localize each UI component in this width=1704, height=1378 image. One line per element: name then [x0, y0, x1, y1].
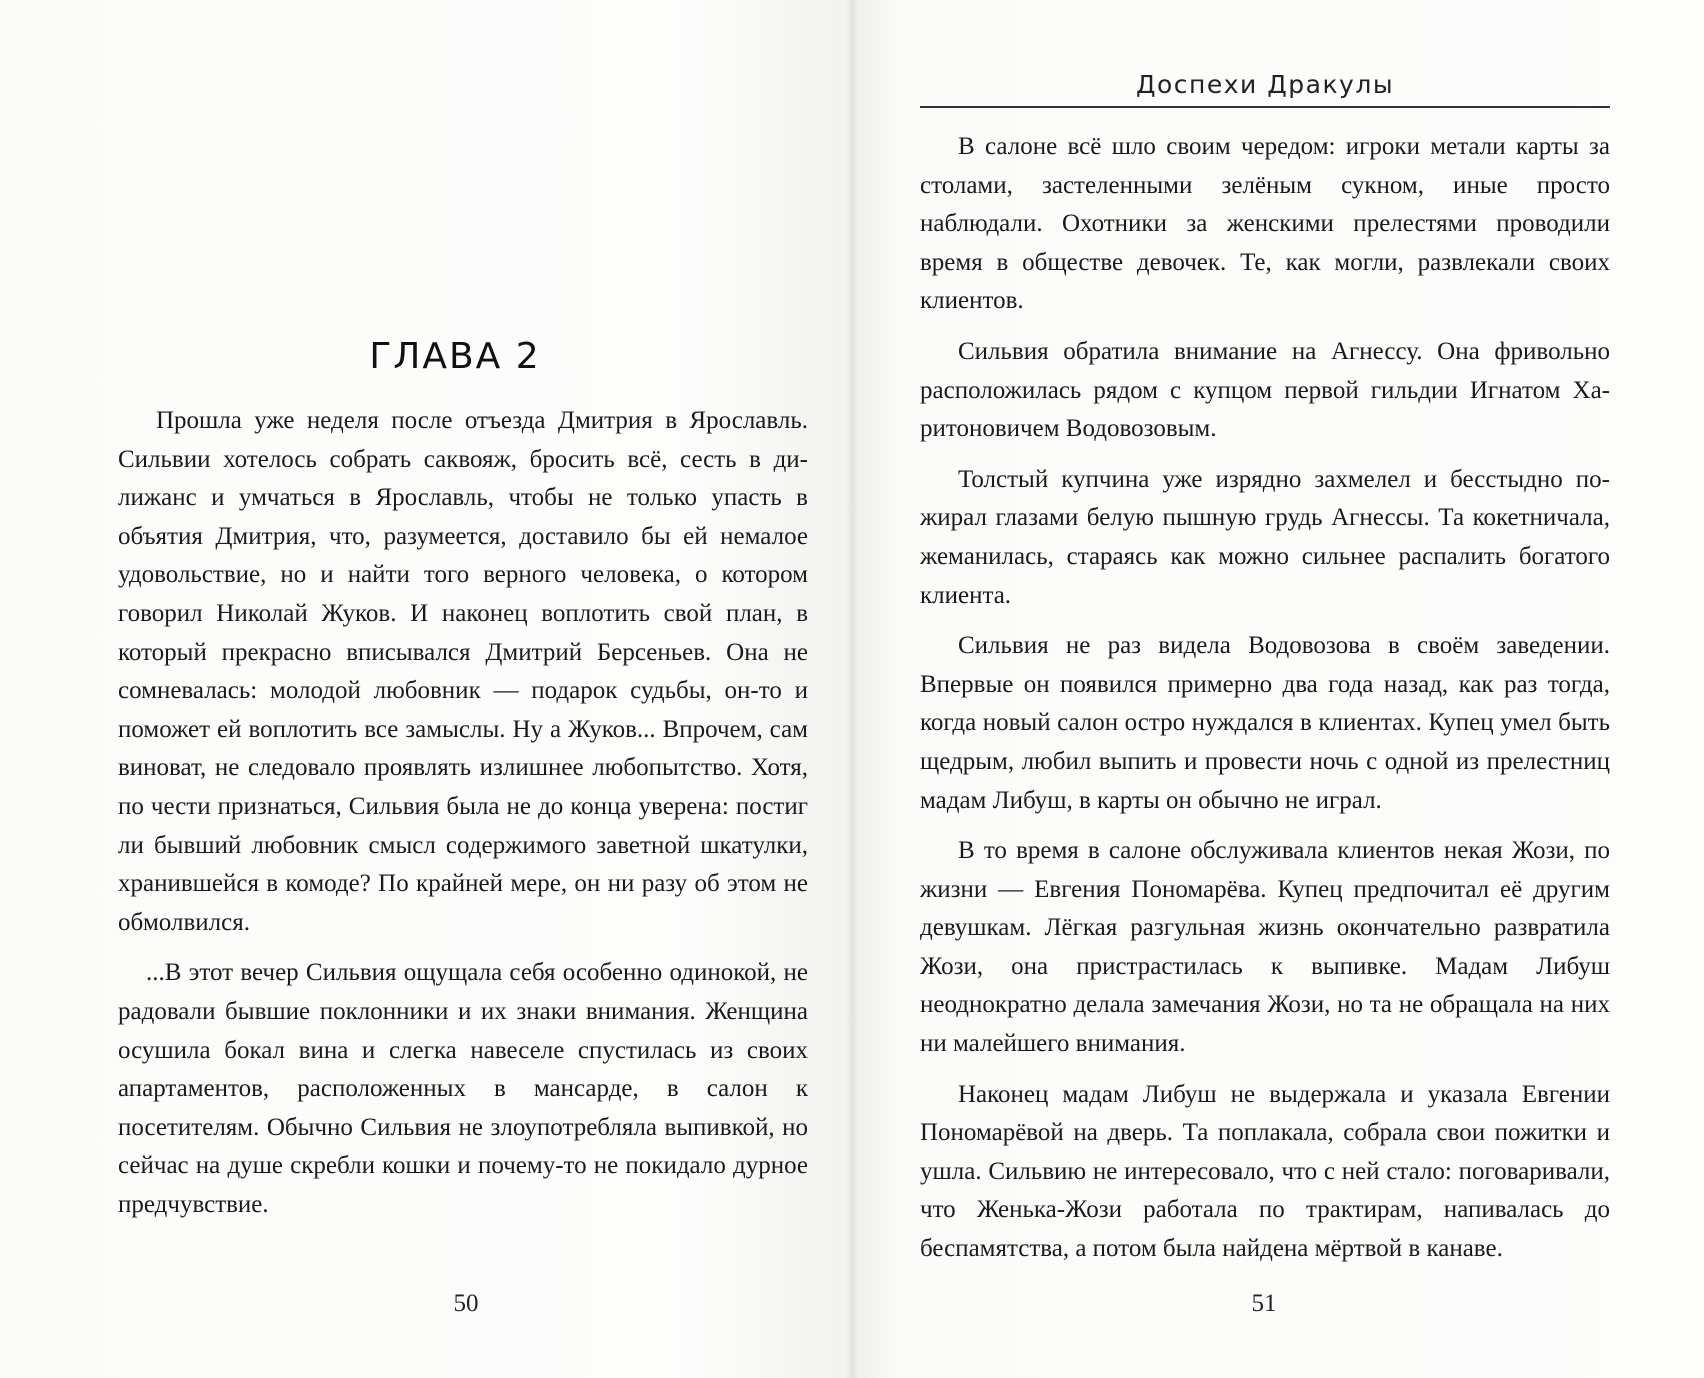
paragraph: Сильвия обратила внимание на Агнессу. Она фривольно расположилась рядом с купцом первой гильдии Игнатом Харитоновичем Водовозовым. — [920, 337, 1610, 443]
paragraph: ...В этот вечер Сильвия ощущала себя особенно одинокой, не радовали бывшие поклонники и их знаки внимания. Женщина осушила бокал вина и слегка навеселе спустилась из своих апартаментов, расположенных в мансарде, в салон к посетителям. Обычно Сильвия не злоупотребляла выпивкой, но сейчас на душе скребли кошки и почему-то не покидало дурное предчувствие. — [118, 959, 808, 1218]
paragraph: Толстый купчина уже изрядно захмелел и бесстыдно пожирал глазами белую пышную грудь Агнессы. Та кокетничала, жеманилась, стараясь как можно сильнее распалить богатого клиента. — [920, 465, 1610, 609]
book-gutter — [846, 0, 858, 1378]
page-number: 51 — [1251, 1290, 1277, 1317]
chapter-title: ГЛАВА 2 — [369, 336, 541, 377]
left-page-text — [118, 402, 808, 1236]
paragraph: В салоне всё шло своим чередом: игроки метали карты за столами, застеленными зелёным сукном, иные просто наблюдали. Охотники за женскими прелестями проводили время в обществе девочек. Те, как могли, развлекали своих клиентов. — [920, 133, 1610, 315]
page-number: 50 — [453, 1290, 479, 1317]
paragraph: Прошла уже неделя после отъезда Дмитрия в Ярославль. Сильвии хотелось собрать саквояж, бросить всё, сесть в дилижанс и умчаться в Ярославль, чтобы не только упасть в объятия Дмитрия, что, разумеется, доставило бы ей немалое удовольствие, но и найти того верного человека, о котором говорил Николай Жуков. И наконец воплотить свой план, в который прекрасно вписывался Дмитрий Берсеньев. Она не сомневалась: молодой любовник — подарок судьбы, он-то и поможет ей воплотить все замыслы. Ну а Жуков... Впрочем, сам виноват, не следовало проявлять излишнее любопытство. Хотя, по чести признаться, Сильвия была не до конца уверена: постиг ли бывший любовник смысл содержимого заветной шкатулки, хранившейся в комоде? По крайней мере, он ни разу об этом не обмолвился. — [118, 407, 808, 936]
running-head: Доспехи Дракулы — [1135, 70, 1395, 99]
paragraph: В то время в салоне обслуживала клиентов некая Жози, по жизни — Евгения Пономарёва. Купец предпочитал её другим девушкам. Лёгкая разгульная жизнь окончательно развратила Жози, она пристрастилась к выпивке. Мадам Либуш неоднократно делала замечания Жози, но та не обращала на них ни малейшего внимания. — [920, 837, 1610, 1058]
paragraph: Сильвия не раз видела Водовозова в своём заведении. Впервые он появился примерно два года назад, как раз тогда, когда новый салон остро нуждался в клиентах. Купец умел быть щедрым, любил выпить и провести ночь с одной из прелестниц мадам Либуш, в карты он обычно не играл. — [920, 632, 1610, 814]
running-head-rule — [920, 106, 1610, 108]
paragraph: Наконец мадам Либуш не выдержала и указала Евгении Пономарёвой на дверь. Та поплакала, собрала свои пожитки и ушла. Сильвию не интересовало, что с ней стало: поговаривали, что Женька-Жози работала по трактирам, напивалась до беспамятства, а потом была найдена мёртвой в канаве. — [920, 1080, 1610, 1263]
right-page-text — [920, 128, 1610, 1281]
